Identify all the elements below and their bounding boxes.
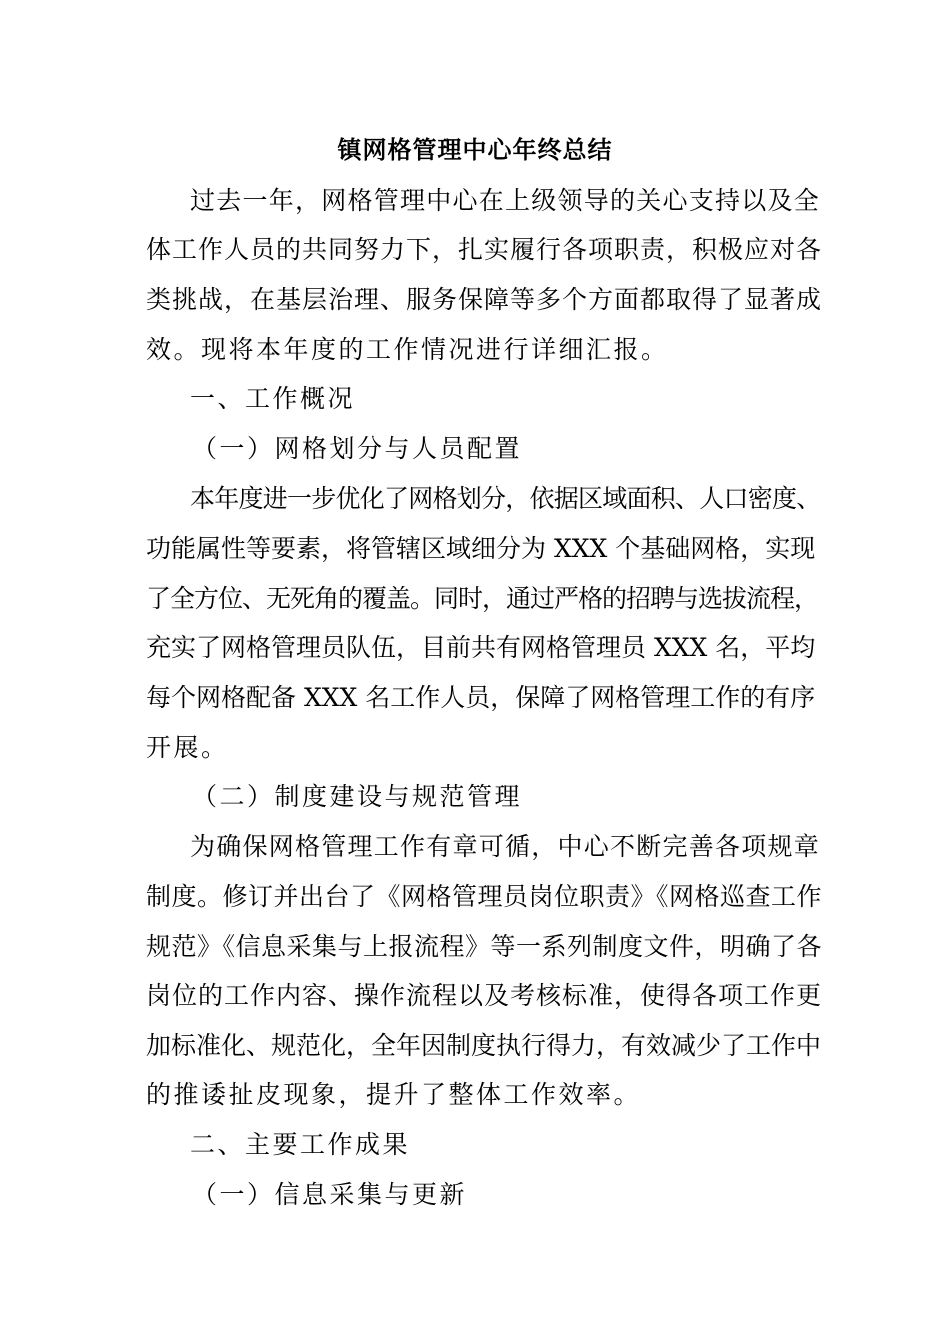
paragraph-line: 体工作人员的共同努力下，扎实履行各项职责，积极应对各: [146, 235, 823, 264]
paragraph-line: 了全方位、无死角的覆盖。同时，通过严格的招聘与选拔流程，: [146, 584, 819, 613]
paragraph-line: 的推诿扯皮现象，提升了整体工作效率。: [146, 1080, 642, 1109]
paragraph-line: 类挑战，在基层治理、服务保障等多个方面都取得了显著成: [146, 285, 823, 314]
paragraph-line: 功能属性等要素，将管辖区域细分为 XXX 个基础网格，实现: [146, 534, 816, 563]
document-title: 镇网格管理中心年终总结: [337, 135, 613, 164]
subsection-heading: （二）制度建设与规范管理: [192, 782, 523, 811]
subsection-heading: （一）信息采集与更新: [192, 1180, 468, 1209]
paragraph-line: 过去一年，网格管理中心在上级领导的关心支持以及全: [190, 186, 821, 215]
subsection-heading: （一）网格划分与人员配置: [192, 434, 523, 463]
paragraph-line: 制度。修订并出台了《网格管理员岗位职责》《网格巡查工作: [146, 882, 823, 911]
paragraph-line: 每个网格配备 XXX 名工作人员，保障了网格管理工作的有序: [146, 683, 816, 712]
paragraph-line: 本年度进一步优化了网格划分，依据区域面积、人口密度、: [190, 484, 821, 513]
paragraph-line: 为确保网格管理工作有章可循，中心不断完善各项规章: [190, 832, 821, 861]
paragraph-line: 开展。: [146, 733, 229, 762]
paragraph-line: 岗位的工作内容、操作流程以及考核标准，使得各项工作更: [146, 981, 823, 1010]
paragraph-line: 规范》《信息采集与上报流程》等一系列制度文件，明确了各: [146, 932, 823, 961]
paragraph-line: 充实了网格管理员队伍，目前共有网格管理员 XXX 名，平均: [146, 633, 816, 662]
section-heading: 二、主要工作成果: [190, 1130, 411, 1159]
section-heading: 一、工作概况: [190, 384, 356, 413]
paragraph-line: 效。现将本年度的工作情况进行详细汇报。: [146, 335, 669, 364]
paragraph-line: 加标准化、规范化，全年因制度执行得力，有效减少了工作中: [146, 1031, 822, 1060]
